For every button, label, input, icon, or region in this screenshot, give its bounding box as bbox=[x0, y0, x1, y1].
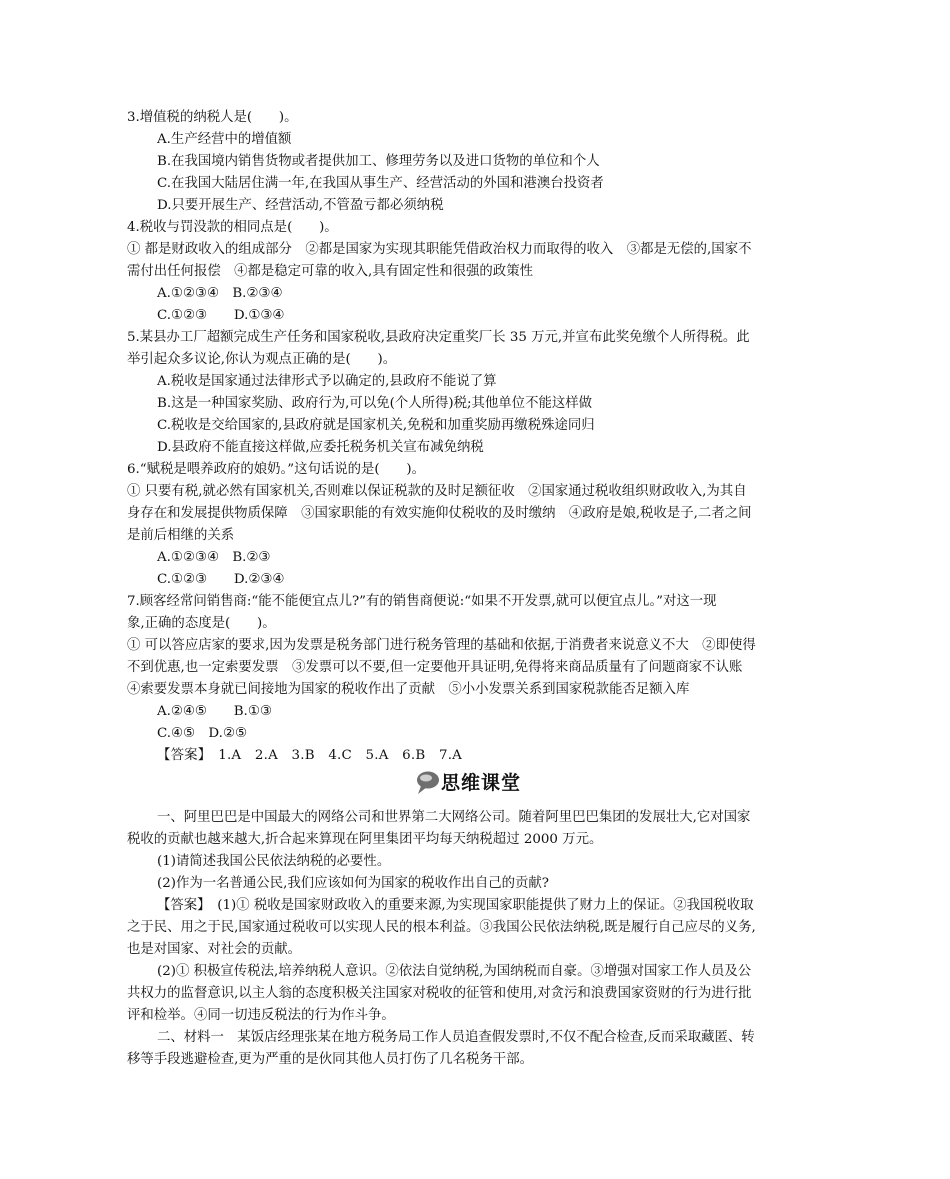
q7-options-cd: C.④⑤ D.②⑤ bbox=[157, 726, 247, 741]
q7-statements-line1: ① 可以答应店家的要求,因为发票是税务部门进行税务管理的基础和依据,于消费者来说意义不大 ②即使得 bbox=[127, 638, 756, 653]
answer-key: 【答案】 1.A 2.A 3.B 4.C 5.A 6.B 7.A bbox=[157, 748, 463, 763]
part1-answer-line1: 【答案】 (1)① 税收是国家财政收入的重要来源,为实现国家职能提供了财力上的保证。②我国税收取 bbox=[157, 898, 754, 913]
q3-stem: 3.增值税的纳税人是( )。 bbox=[127, 110, 298, 125]
q6-options-cd: C.①②③ D.②③④ bbox=[157, 572, 285, 587]
q3-option-c: C.在我国大陆居住满一年,在我国从事生产、经营活动的外国和港澳台投资者 bbox=[157, 176, 604, 191]
q4-statements-line2: 需付出任何报偿 ④都是稳定可靠的收入,具有固定性和很强的政策性 bbox=[127, 264, 533, 279]
part1-answer-line2: 之于民、用之于民,国家通过税收可以实现人民的根本利益。③我国公民依法纳税,既是履行自己应尽的义务, bbox=[127, 920, 756, 935]
q4-statements-line1: ① 都是财政收入的组成部分 ②都是国家为实现其职能凭借政治权力而取得的收入 ③都是无偿的,国家不 bbox=[127, 242, 752, 257]
q7-statements-line2: 不到优惠,也一定索要发票 ③发票可以不要,但一定要他开具证明,免得将来商品质量有了问题商家不认账 bbox=[127, 660, 743, 675]
part2-paragraph-line1: 二、材料一 某饭店经理张某在地方税务局工作人员追查假发票时,不仅不配合检查,反而采取藏匿、转 bbox=[157, 1030, 755, 1045]
part1-question-1: (1)请简述我国公民依法纳税的必要性。 bbox=[157, 854, 391, 869]
q6-statements-line3: 是前后相继的关系 bbox=[127, 528, 235, 543]
part1-answer-line4: (2)① 积极宣传税法,培养纳税人意识。②依法自觉纳税,为国纳税而自豪。③增强对国家工作人员及公 bbox=[157, 964, 752, 979]
q4-stem: 4.税收与罚没款的相同点是( )。 bbox=[127, 220, 338, 235]
q5-option-d: D.县政府不能直接这样做,应委托税务机关宣布减免纳税 bbox=[157, 440, 484, 455]
section-heading bbox=[415, 768, 575, 802]
q5-option-c: C.税收是交给国家的,县政府就是国家机关,免税和加重奖励再缴税殊途同归 bbox=[157, 418, 595, 433]
part1-answer-line5: 共权力的监督意识,以主人翁的态度积极关注国家对税收的征管和使用,对贪污和浪费国家资财的行为进行批 bbox=[127, 986, 752, 1001]
q3-option-d: D.只要开展生产、经营活动,不管盈亏都必须纳税 bbox=[157, 198, 444, 213]
q7-statements-line3: ④索要发票本身就已间接地为国家的税收作出了贡献 ⑤小小发票关系到国家税款能否足额入库 bbox=[127, 682, 690, 697]
part1-question-2: (2)作为一名普通公民,我们应该如何为国家的税收作出自己的贡献? bbox=[157, 876, 549, 891]
q4-options-ab: A.①②③④ B.②③④ bbox=[157, 286, 283, 301]
q7-stem-line1: 7.顾客经常问销售商:“能不能便宜点儿?”有的销售商便说:“如果不开发票,就可以便宜点儿。”对这一现 bbox=[127, 594, 717, 609]
q6-options-ab: A.①②③④ B.②③ bbox=[157, 550, 271, 565]
q3-option-a: A.生产经营中的增值额 bbox=[157, 132, 292, 147]
part1-paragraph-line1: 一、阿里巴巴是中国最大的网络公司和世界第二大网络公司。随着阿里巴巴集团的发展壮大,它对国家 bbox=[157, 810, 751, 825]
q6-statements-line1: ① 只要有税,就必然有国家机关,否则难以保证税款的及时足额征收 ②国家通过税收组织财政收入,为其自 bbox=[127, 484, 747, 499]
part1-paragraph-line2: 税收的贡献也越来越大,折合起来算现在阿里集团平均每天纳税超过 2000 万元。 bbox=[127, 832, 603, 847]
q6-statements-line2: 身存在和发展提供物质保障 ③国家职能的有效实施仰仗税收的及时缴纳 ④政府是娘,税收是子,二者之间 bbox=[127, 506, 752, 521]
part1-answer-line3: 也是对国家、对社会的贡献。 bbox=[127, 942, 302, 957]
q5-stem-line2: 举引起众多议论,你认为观点正确的是( )。 bbox=[127, 352, 397, 367]
q3-option-b: B.在我国境内销售货物或者提供加工、修理劳务以及进口货物的单位和个人 bbox=[157, 154, 600, 169]
part2-paragraph-line2: 移等手段逃避检查,更为严重的是伙同其他人员打伤了几名税务干部。 bbox=[127, 1052, 533, 1067]
q7-options-ab: A.②④⑤ B.①③ bbox=[157, 704, 272, 719]
q7-stem-line2: 象,正确的态度是( )。 bbox=[127, 616, 276, 631]
q4-options-cd: C.①②③ D.①③④ bbox=[157, 308, 285, 323]
q5-option-b: B.这是一种国家奖励、政府行为,可以免(个人所得)税;其他单位不能这样做 bbox=[157, 396, 593, 411]
q5-option-a: A.税收是国家通过法律形式予以确定的,县政府不能说了算 bbox=[157, 374, 497, 389]
q5-stem-line1: 5.某县办工厂超额完成生产任务和国家税收,县政府决定重奖厂长 35 万元,并宣布此奖免缴个人所得税。此 bbox=[127, 330, 750, 345]
part1-answer-line6: 评和检举。④同一切违反税法的行为作斗争。 bbox=[127, 1008, 395, 1023]
q6-stem: 6.“赋税是喂养政府的娘奶。”这句话说的是( )。 bbox=[127, 462, 426, 477]
section-heading-text: 思维课堂 bbox=[441, 772, 522, 794]
